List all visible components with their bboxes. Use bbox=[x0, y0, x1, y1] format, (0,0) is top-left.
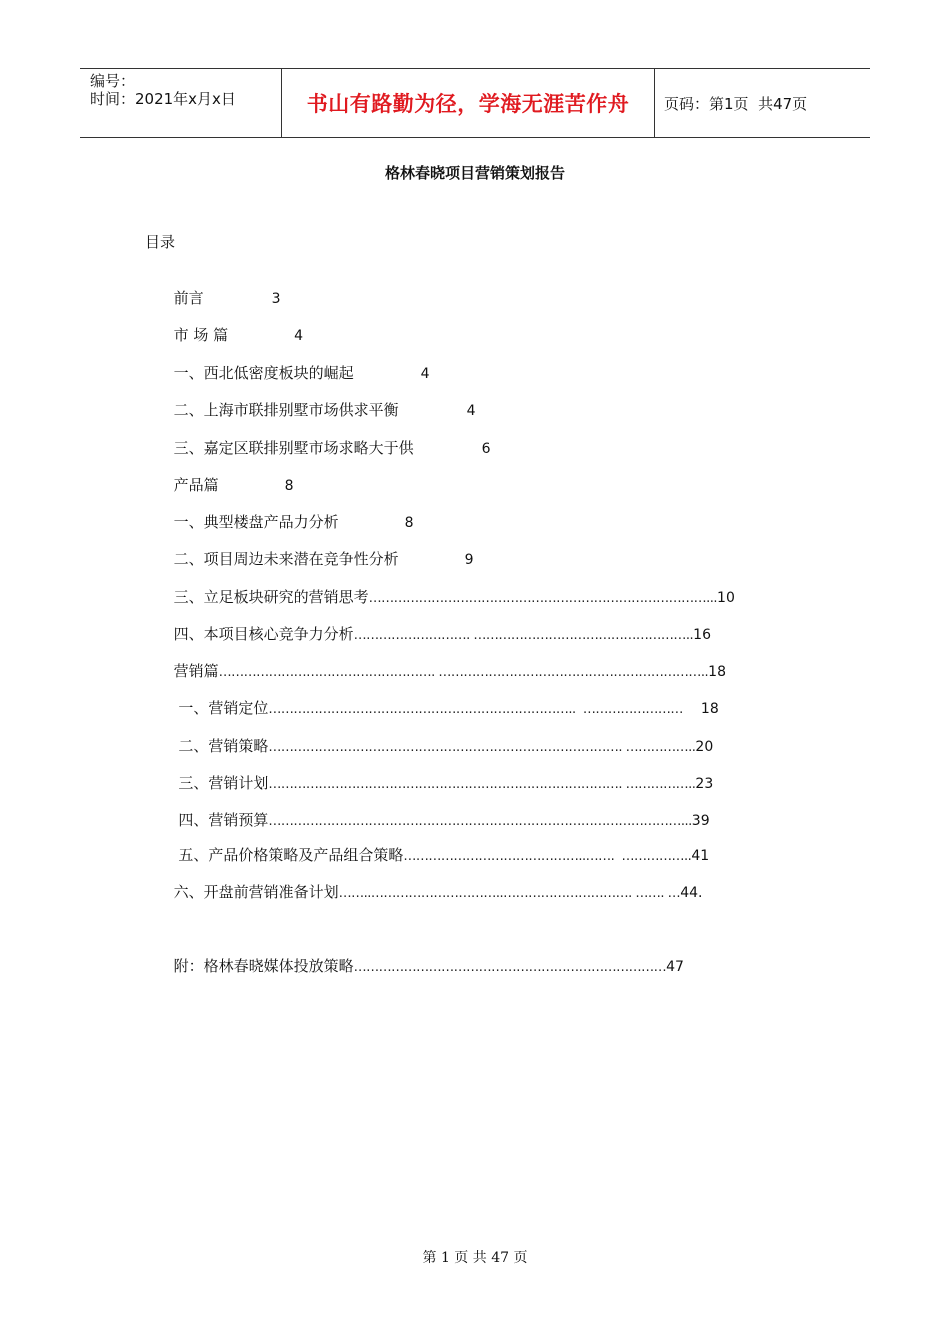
toc-entry-label: 四、营销预算 bbox=[173, 811, 269, 829]
toc-heading: 目录 bbox=[145, 233, 176, 251]
toc-entry bbox=[145, 862, 702, 924]
toc-entry-label: 营销篇 bbox=[173, 662, 219, 680]
header-info-cell bbox=[90, 72, 236, 108]
toc-entry-page: 8 bbox=[284, 478, 294, 494]
header-divider bbox=[654, 69, 655, 137]
toc-entry-label: 一、典型楼盘产品力分析 bbox=[173, 513, 339, 531]
toc-entry-label: 五、产品价格策略及产品组合策略 bbox=[173, 846, 404, 864]
header-motto: 书山有路勤为径，学海无涯苦作舟 bbox=[306, 92, 630, 116]
toc-entry-page: 6 bbox=[481, 441, 491, 457]
document-title: 格林春晓项目营销策划报告 bbox=[384, 164, 565, 182]
toc-entry-page: 4 bbox=[420, 366, 430, 382]
toc-entry-page: 18 bbox=[700, 701, 719, 717]
toc-entry-page: 23 bbox=[695, 776, 714, 792]
toc-entry-page: 4 bbox=[294, 328, 304, 344]
toc-entry-label: 二、项目周边未来潜在竞争性分析 bbox=[173, 550, 399, 568]
toc-leader: ……………………………………..……. …………….. bbox=[403, 849, 692, 864]
toc-entry-page: 18 bbox=[708, 664, 726, 680]
toc-entry-page: 39 bbox=[691, 813, 710, 829]
toc-leader: ……..…………………………..…………………………. ……. … bbox=[338, 886, 681, 901]
toc-entry-page: 8 bbox=[404, 515, 414, 531]
toc-entry-page: 4 bbox=[466, 403, 476, 419]
toc-leader: ………………………………………………………………………... bbox=[368, 591, 718, 606]
toc-entry-page: 9 bbox=[464, 552, 474, 568]
toc-entry-label: 三、营销计划 bbox=[173, 774, 269, 792]
toc-entry-label: 三、立足板块研究的营销思考 bbox=[173, 588, 369, 606]
toc-appendix-entry bbox=[145, 936, 684, 998]
toc-leader: ………………………………………………………………… bbox=[353, 960, 667, 975]
toc-entry-page: 3 bbox=[271, 291, 281, 307]
header-page-code: 页码：第1页 共47页 bbox=[664, 94, 808, 113]
toc-leader: ……………………………………………………………….. …………………… bbox=[268, 702, 683, 717]
toc-entry-label: 二、上海市联排别墅市场供求平衡 bbox=[173, 401, 399, 419]
toc-entry-label: 一、西北低密度板块的崛起 bbox=[173, 364, 354, 382]
toc-entry-label: 前言 bbox=[173, 289, 204, 307]
toc-entry-page: 41 bbox=[691, 848, 710, 864]
toc-entry-page: 16 bbox=[693, 627, 711, 643]
toc-leader: …………………………………………………………………………. …………….. bbox=[268, 777, 696, 792]
header-table bbox=[80, 68, 870, 138]
toc-entry-label: 一、营销定位 bbox=[173, 699, 269, 717]
toc-entry-page: 44. bbox=[680, 885, 703, 901]
toc-leader: …………………………………………………………………………. …………….. bbox=[268, 740, 696, 755]
number-label: 编号： bbox=[90, 72, 136, 90]
toc-leader: ………………………………………………………………………………………... bbox=[268, 814, 692, 829]
toc-entry-page: 20 bbox=[695, 739, 714, 755]
toc-entry-label: 产品篇 bbox=[173, 476, 219, 494]
toc-leader: ……………………………………………. ……………………………………………………….. bbox=[218, 665, 709, 680]
toc-entry-label: 三、嘉定区联排别墅市场求略大于供 bbox=[173, 439, 414, 457]
toc-entry-label: 六、开盘前营销准备计划 bbox=[173, 883, 339, 901]
toc-entry-label: 市 场 篇 bbox=[173, 326, 229, 344]
page-footer: 第 1 页 共 47 页 bbox=[422, 1250, 528, 1266]
toc-entry-label: 附：格林春晓媒体投放策略 bbox=[173, 957, 354, 975]
toc-entry-label: 四、本项目核心竞争力分析 bbox=[173, 625, 354, 643]
toc-entry-page: 10 bbox=[717, 590, 735, 606]
toc-entry-page: 47 bbox=[666, 959, 684, 975]
time-label: 时间：2021年x月x日 bbox=[90, 90, 236, 108]
toc-entry-label: 二、营销策略 bbox=[173, 737, 269, 755]
toc-leader: ………………………. …………………………………………….. bbox=[353, 628, 694, 643]
